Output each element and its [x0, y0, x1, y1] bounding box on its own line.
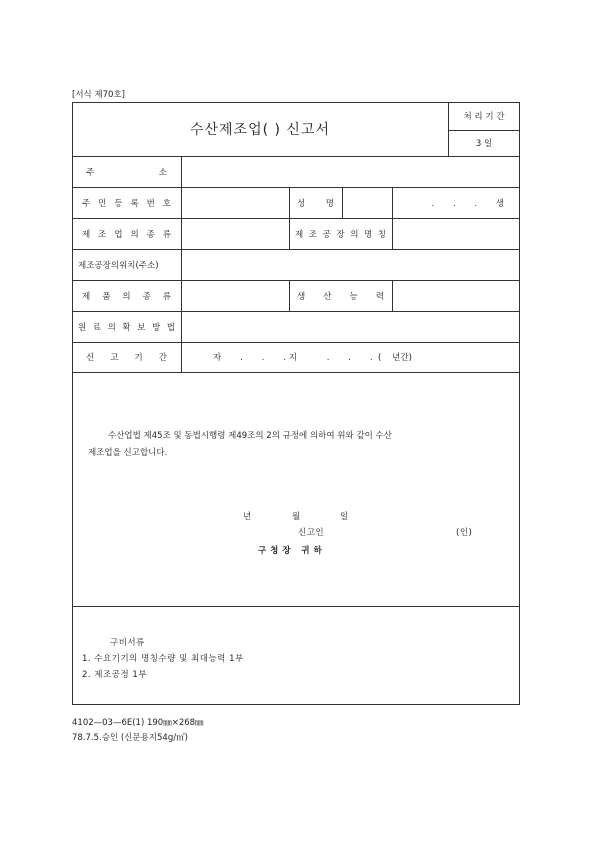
label-char: 간: [158, 353, 167, 363]
footer-approval: 78.7.5.승인 (신문용지54g/㎡): [72, 733, 188, 743]
declaration-line-1: 수산업법 제45조 및 동법시행령 제49조의 2의 규정에 의하여 위와 같이 수산: [108, 431, 392, 441]
label-char: 성: [297, 198, 306, 209]
label-char: 조: [98, 229, 107, 240]
label-product-type: [72, 280, 181, 311]
field-factory-name[interactable]: [393, 219, 519, 248]
grid-line: [72, 372, 520, 373]
field-address[interactable]: [182, 157, 519, 186]
label-char: 장: [336, 229, 345, 240]
form-title: 수산제조업( ) 신고서: [189, 122, 331, 138]
label-char: 조: [308, 229, 318, 240]
field-material[interactable]: [182, 312, 519, 341]
label-char: 의: [107, 322, 116, 333]
label-char: 의: [122, 291, 131, 302]
label-char: 능: [349, 291, 358, 302]
label-char: 등: [114, 198, 123, 209]
label-char: 번: [146, 198, 155, 209]
label-char: 고: [110, 353, 119, 363]
label-capacity: [289, 280, 392, 311]
field-product-type[interactable]: [182, 281, 288, 310]
label-char: 류: [162, 229, 171, 240]
field-business-type[interactable]: [182, 219, 288, 248]
applicant-label: 신고인: [298, 528, 325, 538]
label-char: 종: [142, 291, 151, 302]
label-name: [289, 187, 342, 218]
processing-value: 3 일: [475, 139, 493, 149]
declaration-text: [80, 428, 500, 462]
label-char: 확: [122, 322, 131, 333]
declaration-line-2: 제조업을 신고합니다.: [88, 448, 168, 458]
recipient: 구 청 장 귀 하: [258, 546, 323, 556]
label-factory-name: [289, 218, 392, 249]
attachment-item: 2. 제조공정 1부: [82, 670, 147, 680]
label-char: 민: [98, 198, 107, 209]
attachments-heading: 구비서류: [110, 638, 145, 648]
date-year: 년: [243, 512, 252, 522]
label-char: 칭: [377, 229, 386, 240]
form-number: [서식 제70호]: [72, 90, 125, 100]
label-char: 생: [297, 291, 306, 302]
label-char: 보: [137, 322, 146, 333]
label-char: 의: [130, 229, 139, 240]
label-char: 주: [86, 167, 95, 178]
label-char: 류: [162, 291, 171, 302]
field-capacity[interactable]: [393, 281, 519, 310]
field-factory-location[interactable]: [182, 250, 519, 279]
label-char: 명: [325, 198, 334, 209]
field-period[interactable]: 자 . . . 지 . . . ( 년간): [213, 353, 412, 363]
label-char: 명: [363, 229, 373, 240]
field-birth[interactable]: . . . 생: [431, 198, 504, 209]
label-address: [72, 156, 181, 187]
label-char: 산: [323, 291, 332, 302]
label-char: 록: [130, 198, 139, 209]
label-char: 제: [82, 291, 91, 302]
grid-line: [72, 606, 520, 607]
date-day: 일: [340, 512, 349, 522]
label-char: 공: [322, 229, 331, 240]
label-char: 품: [102, 291, 111, 302]
label-char: 제: [295, 229, 304, 240]
date-month: 월: [292, 512, 301, 522]
label-char: 의: [350, 229, 359, 240]
field-resident-number[interactable]: [182, 188, 288, 217]
label-business-type: [72, 218, 181, 249]
label-char: 주: [82, 198, 91, 209]
label-char: 신: [86, 353, 95, 363]
label-period: [72, 342, 181, 372]
label-char: 제: [82, 229, 91, 240]
label-resident-number: [72, 187, 181, 218]
label-char: 료: [92, 322, 102, 333]
label-char: 종: [146, 229, 155, 240]
field-name[interactable]: [343, 188, 391, 217]
label-char: 력: [375, 291, 384, 302]
label-char: 기: [134, 353, 143, 363]
label-char: 소: [158, 167, 167, 178]
attachment-item: 1. 수요기기의 명칭수량 및 최대능력 1부: [82, 654, 244, 664]
label-material: [72, 311, 181, 342]
label-char: 원: [78, 322, 87, 333]
seal-mark: (인): [456, 528, 473, 538]
label-factory-location: 제조공장의위치(주소): [78, 260, 159, 271]
label-char: 업: [114, 229, 123, 240]
processing-label: 처 리 기 간: [463, 112, 505, 122]
label-char: 호: [162, 198, 171, 209]
label-char: 방: [151, 322, 161, 333]
footer-spec: 4102—03—6E(1) 190㎜×268㎜: [72, 718, 204, 728]
label-char: 법: [166, 322, 175, 333]
